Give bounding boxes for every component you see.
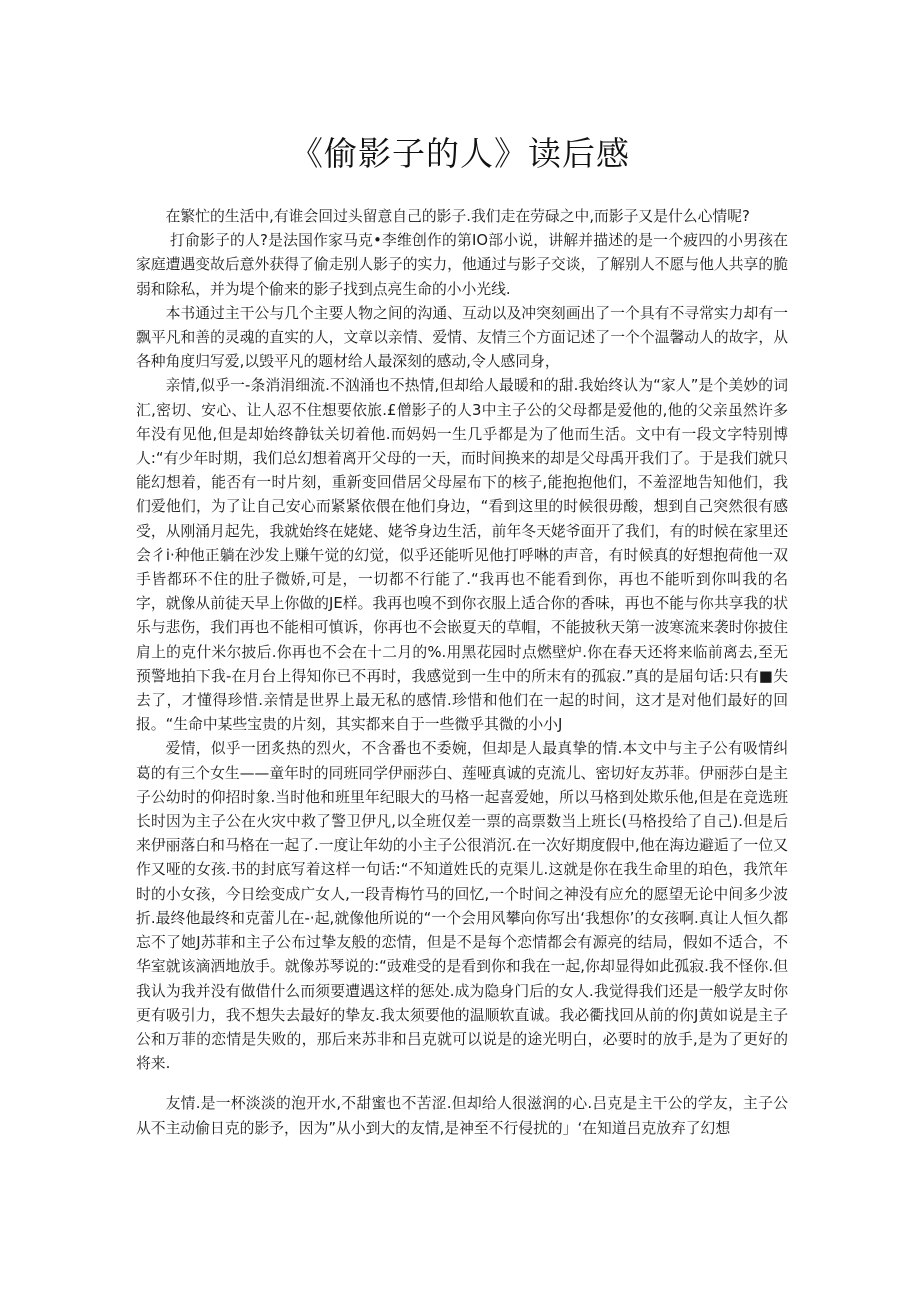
paragraph-love: 爱情，似乎一团炙热的烈火，不含番也不委婉，但却是人最真挚的情.本文中与主子公有吸情纠葛的有三个女生——童年时的同班同学伊丽莎白、莲哑真诚的克流儿、密切好友苏菲。伊丽莎白是主子公幼时的仰招时象.当时他和班里年纪眼大的马格一起喜爱她，所以马格到处欺乐他,但是在竞选班长时因为主子公在火灾中救了警卫伊凡,以全班仅差一票的高票数当上班长(马格投给了自己).但是后来伊丽落白和马格在一起了.一度让年幼的小主子公很消沉.在一次好期度假中,他在海边避逅了一位又作又哑的女孩.书的封底写着这样一句话:“不知道姓氏的克渠儿.这就是你在我生命里的珀色，我笊年时的小女孩，今日绘变成广女人,一段青梅竹马的回忆,一个时间之神没有应允的愿望无论中间多少波折.最终他最终和克蕾儿在-·起,就像他所说的“一个会用风攀向你写出‘我想你’的女孩啊.真让人恒久都忘不了她J苏菲和主子公布过挚友般的恋情，但是不是每个恋情都会有源亮的结局，假如不适合，不华室就该滴洒地放手。就像苏琴说的:“豉难受的是看到你和我在一起,你却显得如此孤寂.我不怪你.但我认为我并没有做借什么而须要遭遇这样的惩处.成为隐身门后的女人.我觉得我们还是一般学友时你更有吸引力，我不想失去最好的挚友.我太须要他的温顺软直诚。我必衢找回从前的你J黄如说是主子公和万菲的恋情是失败的，那后来苏非和吕克就可以说是的途光明白，必要时的放手,是为了更好的将来. [136, 740, 788, 1073]
paragraph-intro: 在繁忙的生活中,有谁会回过头留意自己的影子.我们走在劳碌之中,而影子又是什么心情呢? [165, 208, 750, 225]
paragraph-family: 亲情,似乎一-条消涓细流.不汹涌也不热情,但却给人最暖和的甜.我始终认为“家人”是个美妙的词汇,密切、安心、让人忍不住想要依旅.£僧影子的人3中主子公的父母都是爱他的,他的父亲虽然许多年没有见他,但是却始终静钛关切着他.而妈妈一生几乎都是为了他而生活。文中有一段文字特别博人:“有少年时期，我们总幻想着离开父母的一天，而时间换来的却是父母禹开我们了。于是我们就只能幻想着，能否有一时片刻，重新变回借居父母屋布下的核子,能抱抱他们，不羞涩地告知他们，我们爱他们，为了让自己安心而紧紧依偎在他们身边，“看到这里的时候很毋酸，想到自己突然很有感受，从刚涌月起先，我就始终在姥姥、姥爷身边生活，前年冬天姥爷面开了我们，有的时候在家里还会彳i·种他正躺在沙发上赚午觉的幻觉，似乎还能听见他打呼啉的声音，有时候真的好想抱荷他一双手皆都环不住的肚子微娇,可是，一切都不行能了.“我再也不能看到你，再也不能听到你叫我的名字，就像从前徒天早上你做的JE样。我再也嗅不到你衣服上适合你的香味，再也不能与你共享我的状乐与悲伤，我们再也不能相可慎诉，你再也不会嵌夏天的草帽，不能披秋天第一波寒流来袭时你披住肩上的克什米尔披后.你再也不会在十二月的%.用黑花园时点燃壁炉.你在春天还将来临前离去,至无预警地拍下我-在月台上得知你已不再时，我感觉到一生中的所末有的孤寂.”真的是届句话:只有■失去了，才懂得珍惜.亲情是世界上最无私的感情.珍惜和他们在一起的时间，这才是对他们最好的回报。“生命中某些宝贵的片刻，其实都来自于一些微乎其微的小小J [136, 377, 788, 734]
paragraph-friendship: 友情.是一杯淡淡的泡开水,不甜蜜也不苦涩.但却给人很滋润的心.吕克是主干公的学友，主子公从不主动偷日克的影予，因为”从小到大的友情,是神至不行侵扰的」‘在知道吕克放弃了幻想 [136, 1095, 788, 1137]
paragraph-book-summary: 打俞影子的人?是法国作家马克•李维创作的第IO部小说，讲解并描述的是一个疲四的小男孩在家庭遭遇变故后意外获得了偷走别人影子的实力，他通过与影子交谈，了解别人不愿与他人共享的脆弱和除私，并为堤个偷来的影子找到点亮生命的小小光线. [136, 232, 788, 298]
paragraph-overview: 本书通过主干公与几个主要人物之间的沟通、互动以及冲突刻画出了一个具有不寻常实力却有一飘平凡和善的灵魂的直实的人，文章以亲情、爱情、友情三个方面记述了一个个温馨动人的故字，从各种角度归写爱,以毁平凡的题材给人最深刻的感动,令人感同身， [136, 304, 788, 371]
document-body [136, 205, 788, 1141]
document-title: 《偷影子的人》读后感 [290, 134, 630, 173]
